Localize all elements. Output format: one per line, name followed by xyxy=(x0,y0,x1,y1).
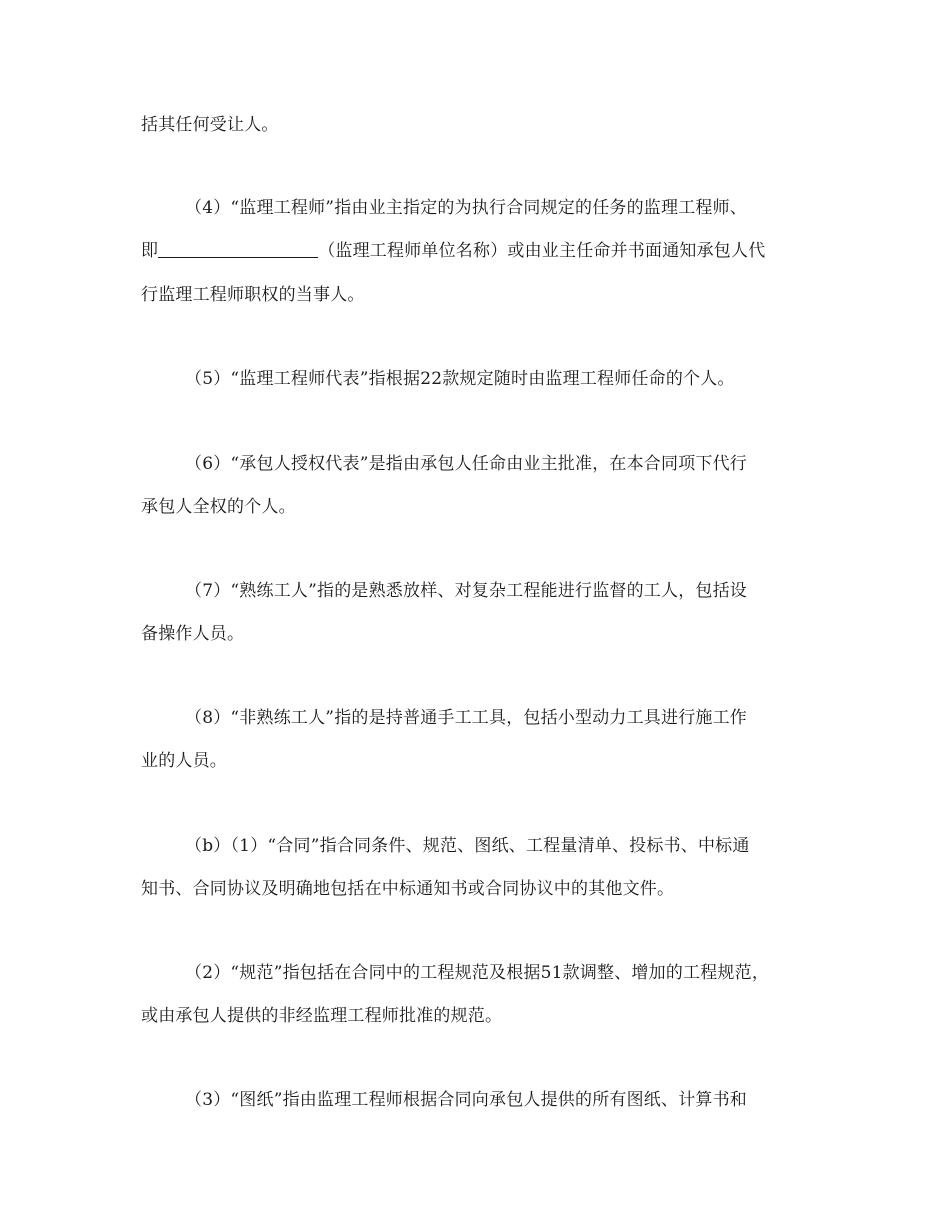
text-fragment: （监理工程师单位名称）或由业主任命并书面通知承包人代 xyxy=(318,241,766,261)
paragraph-line: 承包人全权的个人。 xyxy=(141,497,296,517)
text-fragment: 即 xyxy=(141,241,159,261)
paragraph-line: （8）“非熟练工人”指的是持普通手工工具，包括小型动力工具进行施工作 xyxy=(185,708,747,728)
paragraph-line: 备操作人员。 xyxy=(141,624,245,644)
paragraph-line: （5）“监理工程师代表”指根据22款规定随时由监理工程师任命的个人。 xyxy=(185,369,735,389)
paragraph-line: 业的人员。 xyxy=(141,751,227,771)
paragraph-line: 括其任何受让人。 xyxy=(141,115,279,135)
paragraph-line: （2）“规范”指包括在合同中的工程规范及根据51款调整、增加的工程规范， xyxy=(185,963,770,983)
paragraph-line: （7）“熟练工人”指的是熟悉放样、对复杂工程能进行监督的工人，包括设 xyxy=(185,581,747,601)
paragraph-line: 行监理工程师职权的当事人。 xyxy=(141,285,365,305)
paragraph-line xyxy=(141,240,765,262)
fill-in-blank xyxy=(158,241,318,258)
paragraph-line: （6）“承包人授权代表”是指由承包人任命由业主批准，在本合同项下代行 xyxy=(185,454,747,474)
paragraph-line: 知书、合同协议及明确地包括在中标通知书或合同协议中的其他文件。 xyxy=(141,879,675,899)
paragraph-line: （3）“图纸”指由监理工程师根据合同向承包人提供的所有图纸、计算书和 xyxy=(185,1090,747,1110)
paragraph-line: 或由承包人提供的非经监理工程师批准的规范。 xyxy=(141,1006,503,1026)
paragraph-line: （b）（1）“合同”指合同条件、规范、图纸、工程量清单、投标书、中标通 xyxy=(185,836,750,856)
paragraph-line: （4）“监理工程师”指由业主指定的为执行合同规定的任务的监理工程师、 xyxy=(185,198,747,218)
